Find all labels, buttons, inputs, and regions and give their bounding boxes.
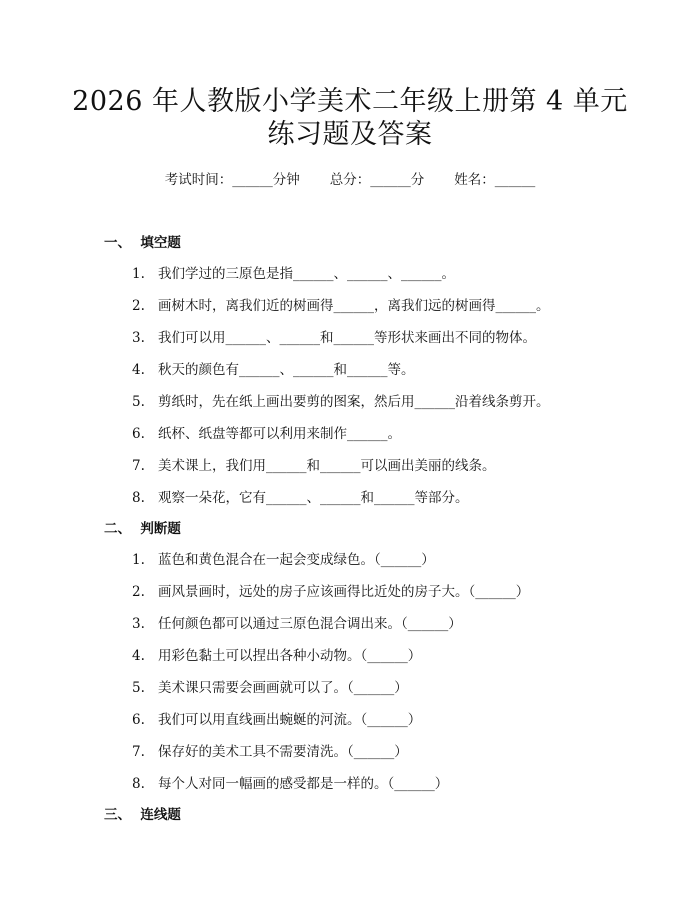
question-item xyxy=(132,580,529,600)
exam-time: 考试时间：______分钟 xyxy=(164,172,300,188)
total-score: 总分：______分 xyxy=(329,172,425,188)
question-text: 秋天的颜色有______、______和______等。 xyxy=(158,362,415,378)
question-number: 1. xyxy=(132,552,145,568)
question-text: 我们可以用______、______和______等形状来画出不同的物体。 xyxy=(158,330,536,346)
section-heading-true-false: 二、 判断题 xyxy=(104,521,181,537)
question-text: 纸杯、纸盘等都可以利用来制作______。 xyxy=(158,426,401,442)
question-text: 观察一朵花，它有______、______和______等部分。 xyxy=(158,490,469,506)
question-text: 剪纸时，先在纸上画出要剪的图案，然后用______沿着线条剪开。 xyxy=(158,394,550,410)
question-item xyxy=(132,294,550,314)
question-number: 2. xyxy=(132,584,145,600)
question-text: 我们可以用直线画出蜿蜒的河流。（______） xyxy=(158,712,422,728)
question-item xyxy=(132,708,421,728)
student-name: 姓名：______ xyxy=(454,172,536,188)
question-text: 美术课上，我们用______和______可以画出美丽的线条。 xyxy=(158,458,496,474)
question-text: 任何颜色都可以通过三原色混合调出来。（______） xyxy=(158,616,462,632)
question-number: 3. xyxy=(132,330,145,346)
section-heading-matching: 三、 连线题 xyxy=(104,807,181,823)
section-heading-fill-blank: 一、 填空题 xyxy=(104,235,181,251)
question-text: 每个人对同一幅画的感受都是一样的。（______） xyxy=(158,776,449,792)
question-number: 4. xyxy=(132,648,145,664)
question-number: 4. xyxy=(132,362,145,378)
question-item xyxy=(132,262,455,282)
page-title-line-2: 练习题及答案 xyxy=(267,119,433,150)
exam-info xyxy=(0,168,700,188)
question-number: 6. xyxy=(132,712,145,728)
question-number: 7. xyxy=(132,458,145,474)
question-number: 1. xyxy=(132,266,145,282)
question-text: 美术课只需要会画画就可以了。（______） xyxy=(158,680,408,696)
question-text: 我们学过的三原色是指______、______、______。 xyxy=(158,266,455,282)
question-number: 5. xyxy=(132,680,145,696)
question-number: 3. xyxy=(132,616,145,632)
question-text: 画树木时，离我们近的树画得______，离我们远的树画得______。 xyxy=(158,298,550,314)
question-item xyxy=(132,390,550,410)
question-item xyxy=(132,454,496,474)
question-item xyxy=(132,422,401,442)
question-number: 6. xyxy=(132,426,145,442)
question-item xyxy=(132,740,408,760)
question-number: 2. xyxy=(132,298,145,314)
question-item xyxy=(132,644,421,664)
question-text: 用彩色黏土可以捏出各种小动物。（______） xyxy=(158,648,422,664)
question-item xyxy=(132,548,435,568)
question-number: 5. xyxy=(132,394,145,410)
question-text: 保存好的美术工具不需要清洗。（______） xyxy=(158,744,408,760)
question-number: 7. xyxy=(132,744,145,760)
question-item xyxy=(132,612,462,632)
question-item xyxy=(132,772,448,792)
question-item xyxy=(132,326,536,346)
question-item xyxy=(132,486,469,506)
question-number: 8. xyxy=(132,490,145,506)
question-text: 画风景画时，远处的房子应该画得比近处的房子大。（______） xyxy=(158,584,530,600)
page-title-line-1: 2026 年人教版小学美术二年级上册第 4 单元 xyxy=(72,86,628,117)
question-item xyxy=(132,358,415,378)
question-number: 8. xyxy=(132,776,145,792)
question-item xyxy=(132,676,408,696)
question-text: 蓝色和黄色混合在一起会变成绿色。（______） xyxy=(158,552,435,568)
